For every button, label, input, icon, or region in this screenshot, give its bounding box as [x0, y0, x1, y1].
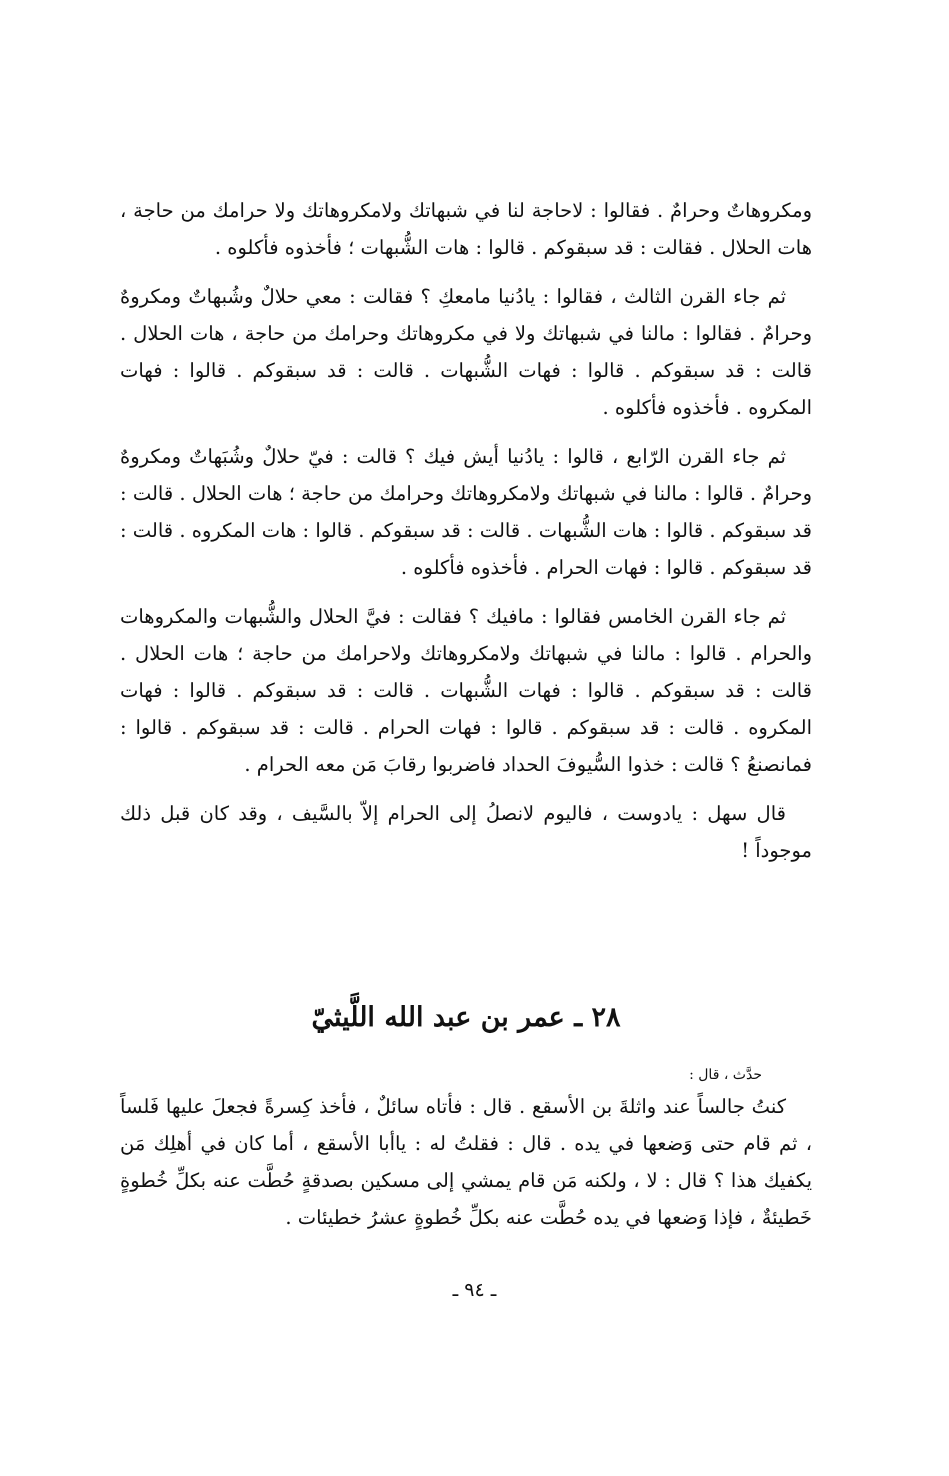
- paragraph-third-generation: ثم جاء القرن الثالث ، فقالوا : يادُنيا مامعكِ ؟ فقالت : معي حلالٌ وشُبهاتٌ ومكروهٌ وحرامٌ . فقالوا : مالنا في شبهاتك ولا في مكروهاتك وحرامك من حاجة ، هات الحلال . قالت : قد سبقوكم . قالوا : فهات الشُّبهات . قالت : قد سبقوكم . قالوا : فهات المكروه . فأخذوه فأكلوه .: [120, 285, 812, 419]
- paragraph-fourth-generation: ثم جاء القرن الرّابع ، قالوا : يادُنيا أيش فيك ؟ قالت : فيّ حلالٌ وشُبَهاتٌ ومكروهٌ وحرامٌ . قالوا : مالنا في شبهاتك ولامكروهاتك وحرامك من حاجة ؛ هات الحلال . قالت : قد سبقوكم . قالوا : هات الشُّبهات . قالت : قد سبقوكم . قالوا : هات المكروه . قالت : قد سبقوكم . قالوا : فهات الحرام . فأخذوه فأكلوه .: [120, 445, 812, 579]
- paragraph-sahl-saying: قال سهل : يادوست ، فاليوم لانصلُ إلى الحرام إلاّ بالسَّيف ، وقد كان قبل ذلك موجوداً !: [120, 802, 812, 862]
- page-number: ـ ٩٤ ـ: [452, 1279, 497, 1301]
- paragraph-wathila-story: كنتُ جالساً عند واثلةَ بن الأسقع . قال : فأتاه سائلٌ ، فأخذ كِسرةً فجعلَ عليها فَلساً ، ثم قام حتى وَضعها في يده . قال : فقلتُ له : ياأبا الأسقع ، أما كان في أهلِك مَن يكفيك هذا ؟ قال : لا ، ولكنه مَن قام يمشي إلى مسكين بصدقةٍ حُطَّت عنه بكلِّ خُطوةٍ خَطيئةٌ ، فإذا وَضعها في يده حُطَّت عنه بكلِّ خُطوةٍ عشرُ خطيئات .: [120, 1095, 812, 1229]
- bottom-text-block: [120, 1088, 812, 1236]
- paragraph-continuation: ومكروهاتٌ وحرامٌ . فقالوا : لاحاجة لنا في شبهاتك ولامكروهاتك ولا حرامك من حاجة ، هات الحلال . فقالت : قد سبقوكم . قالوا : هات الشُّبهات ؛ فأخذوه فأكلوه .: [120, 199, 812, 259]
- top-text-block: [120, 192, 812, 869]
- narrator-line: حدَّث ، قال :: [689, 1067, 762, 1083]
- paragraph-fifth-generation: ثم جاء القرن الخامس فقالوا : مافيك ؟ فقالت : فيَّ الحلال والشُّبهات والمكروهات والحرام . قالوا : مالنا في شبهاتك ولامكروهاتك ولاحرامك من حاجة ؛ هات الحلال . قالت : قد سبقوكم . قالوا : فهات الشُّبهات . قالت : قد سبقوكم . قالوا : فهات المكروه . قالت : قد سبقوكم . قالوا : فهات الحرام . قالت : قد سبقوكم . قالوا : فمانصنعُ ؟ قالت : خذوا السُّيوفَ الحداد فاضربوا رقابَ مَن معه الحرام .: [120, 605, 812, 776]
- section-heading: ٢٨ ـ عمر بن عبد الله اللَّيثيّ: [311, 1002, 621, 1033]
